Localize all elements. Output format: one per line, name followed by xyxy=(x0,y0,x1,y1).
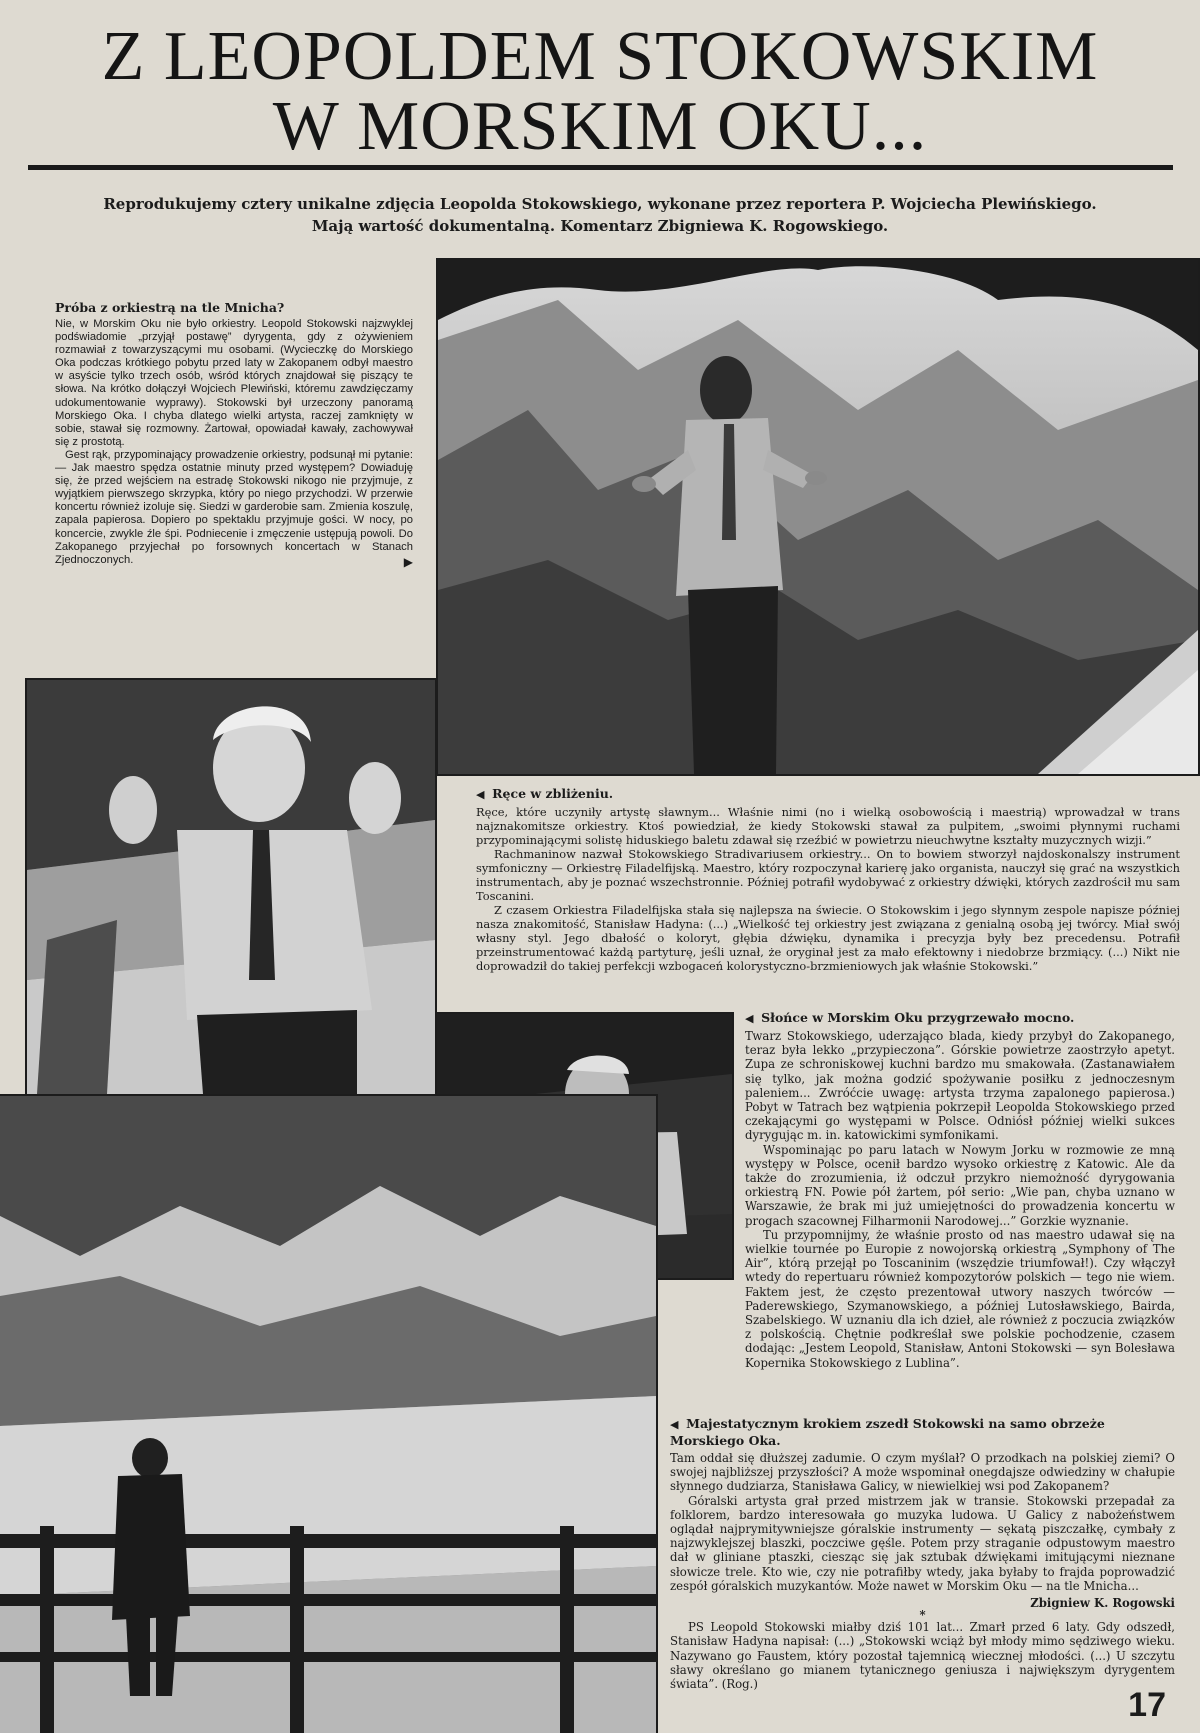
caption-1-text: Nie, w Morskim Oku nie było orkiestry. Leopold Stokowski najzwyklej podświadomie „przyjął postawę” dyrygenta, gdy z ożywieniem rozmawiał z towarzyszącymi mu osobami. (Wycieczkę do Morskiego Oka podczas krótkiego pobytu przed laty w Zakopanem odbył maestro w asyście tylko trzech osób, wśród których znajdował się piszący te słowa. Na krótko dołączył Wojciech Plewiński, któremu zawdzięczamy udokumentowanie wyprawy). Stokowski był urzeczony panoramą Morskiego Oka. I chyba dlatego wielki artysta, raczej zamknięty w sobie, stawał się rozmowny. Żartował, opowiadał kawały, zachowywał się z prostotą. xyxy=(55,318,413,448)
arrow-left-icon: ◀ xyxy=(476,788,493,801)
caption-4 xyxy=(670,1416,1175,1691)
caption-4-paragraph-1: Tam oddał się dłuższej zadumie. O czym myślał? O przodkach na polskiej ziemi? O swojej najbliższej przyszłości? A może wspominał onegdajsze odwiedziny w chałupie słynnego dudziarza, Stanisława Galicy, w niewielkiej wsi pod Zakopanem? xyxy=(670,1451,1175,1494)
page-number: 17 xyxy=(1128,1686,1166,1724)
headline-line-1: Z LEOPOLDEM STOKOWSKIM xyxy=(101,18,1099,95)
postscript-text: PS Leopold Stokowski miałby dziś 101 lat... Zmarł przed 6 laty. Gdy odszedł, Stanisław Hadyna napisał: (...) „Stokowski wciąż był młody mimo sędziwego wieku. Nazywano go Faustem, który pozostał tajemnicą wiecznej młodości. (...) U szczytu sławy określano go mianem tytanicznego geniusza i największym dyrygentem świata”. (Rog.) xyxy=(670,1620,1175,1692)
arrow-right-icon: ▶ xyxy=(403,554,413,569)
photo-lakeshore-fence xyxy=(0,1094,658,1733)
caption-4-paragraph-2: Góralski artysta grał przed mistrzem jak w transie. Stokowski przepadał za folklorem, bardzo interesowała go muzyka ludowa. U Galicy z nabożeństwem oglądał najprymitywniejsze góralskie instrumenty — sękatą piszczałkę, cymbały z najzwyklejszej blaszki, poczciwe gęśle. Potem przy straganie odpustowym maestro dał w gliniane ptaszki, ciesząc się jak sztubak dźwiękami imitującymi nieznane słowicze trele. Kto wie, czy nie potrafiłby wtedy, jaka byłaby to frajda poprowadzić zespół góralskich muzykantów. Może nawet w Morskim Oku — na tle Mnicha... xyxy=(670,1493,1175,1593)
arrow-left-icon: ◀ xyxy=(745,1012,762,1025)
caption-4-signature: Zbigniew K. Rogowski xyxy=(1030,1596,1175,1611)
caption-2-paragraph-1: Ręce, które uczyniły artystę sławnym... Właśnie nimi (no i wielką osobowością i maestrią) wprowadzał w trans najznakomitsze orkiestry. Ktoś powiedział, że kiedy Stokowski stawał za pulpitem, „swoimi płynnymi ruchami przypominającymi solistę hiduskiego baletu zdawał się rzeźbić w powietrzu nieuchwytne kształty muzycznych wizji.” xyxy=(476,805,1180,847)
caption-3 xyxy=(745,1010,1175,1370)
caption-4-title: Majestatycznym krokiem zszedł Stokowski na samo obrzeże Morskiego Oka. xyxy=(670,1416,1105,1448)
headline-line-2: W MORSKIM OKU... xyxy=(272,88,928,165)
postscript-star: * xyxy=(919,1608,926,1623)
photo-conductor-mountains xyxy=(436,258,1200,776)
caption-2 xyxy=(476,786,1180,973)
caption-3-paragraph-1: Twarz Stokowskiego, uderzająco blada, kiedy przybył do Zakopanego, teraz była lekko „przypieczona”. Górskie powietrze zaostrzyło apetyt. Zupa ze schroniskowej kuchni bardzo mu smakowała. (Zastanawiałem się tylko, jak można godzić spożywanie posiłku z jednoczesnym paleniem... Zwróćcie uwagę: artysta trzyma zapalonego papierosa.) Pobyt w Tatrach bez wątpienia pokrzepił Leopolda Stokowskiego przed czekającymi go występami w Polsce. Odniósł później wielki sukces dyrygując m. in. katowickimi symfonikami. xyxy=(745,1029,1175,1143)
arrow-left-icon: ◀ xyxy=(670,1418,687,1431)
intro-line-1: Reprodukujemy cztery unikalne zdjęcia Leopolda Stokowskiego, wykonane przez reportera P. Wojciecha Plewińskiego. xyxy=(103,195,1097,213)
caption-3-paragraph-3: Tu przypomnijmy, że właśnie prosto od nas maestro udawał się na wielkie tournée po Europie z nowojorską orkiestrą „Symphony of The Air”, którą przejął po Toscaninim (wszędzie triumfował!). Czy włączył wtedy do repertuaru również kompozytorów polskich — tego nie wiem. Faktem jest, że często prezentował utwory naszych twórców — Paderewskiego, Szymanowskiego, a później Lutosławskiego, Bairda, Szabelskiego. W uznaniu dla ich dzieł, ale również z poczucia związków z polskością. Chętnie podkreślał swe polskie pochodzenie, czasem dodając: „Jestem Leopold, Stanisław, Antoni Stokowski — syn Bolesława Kopernika Stokowskiego z Lublina”. xyxy=(745,1227,1175,1370)
caption-2-paragraph-2: Rachmaninow nazwał Stokowskiego Stradivariusem orkiestry... On to bowiem stworzył najdoskonalszy instrument symfoniczny — Orkiestrę Filadelfijską. Maestro, który rozpoczynał karierę jako organista, nauczył się grać na wszystkich instrumentach, aby je poznać wszechstronnie. Później potrafił wydobywać z orkiestry dźwięki, których zazdrościł mu sam Toscanini. xyxy=(476,847,1180,903)
intro-line-2: Mają wartość dokumentalną. Komentarz Zbigniewa K. Rogowskiego. xyxy=(311,217,889,235)
headline-rule xyxy=(28,165,1173,170)
caption-1-text-2: Gest rąk, przypominający prowadzenie orkiestry, podsunął mi pytanie: — Jak maestro spędza ostatnie minuty przed występem? Dowiaduję się, że przed wejściem na estradę Stokowski nikogo nie przyjmuje, z wyjątkiem pierwszego skrzypka, który po niego przychodzi. W przerwie koncertu również izoluje się. Siedzi w garderobie sam. Zmienia koszulę, zapala papierosa. Dopiero po spektaklu przyjmuje gości. W nocy, po koncercie, zwykle źle śpi. Podniecenie i zmęczenie ustępują powoli. Do Zakopanego przyjechał po forsownych koncertach w Stanach Zjednoczonych. xyxy=(55,448,413,566)
caption-1-title: Próba z orkiestrą na tle Mnicha? xyxy=(55,300,285,315)
caption-2-paragraph-3: Z czasem Orkiestra Filadelfijska stała się najlepsza na świecie. O Stokowskim i jego słynnym zespole napisze później nasza znakomitość, Stanisław Hadyna: (...) „Wielkość tej orkiestry jest związana z genialną osobą jej twórcy. Miał swój własny styl. Jego dbałość o koloryt, głębia dźwięku, dynamika i precyzja były bez precedensu. Potrafił przeinstrumentować każdą partyturę, jeśli uznał, że oryginał jest za mało efektowny i niedobrze brzmiący. (...) Nikt nie doprowadził do takiej perfekcji wzbogaceń kolorystyczno-brzmieniowych jak właśnie Stokowski.” xyxy=(476,903,1180,973)
caption-3-title: Słońce w Morskim Oku przygrzewało mocno. xyxy=(761,1010,1075,1025)
caption-3-paragraph-2: Wspominając po paru latach w Nowym Jorku w rozmowie ze mną występy w Polsce, ocenił bardzo wysoko orkiestrę z Katowic. Ale da także do zrozumienia, iż odczuł przykro niemożność dyrygowania orkiestrą FN. Powie pół żartem, pół serio: „Wie pan, chyba uznano w Warszawie, że brak mi już umiejętności do prowadzenia koncertu w progach szacownej Filharmonii Narodowej...” Gorzkie wyznanie. xyxy=(745,1142,1175,1228)
photo-hands-closeup xyxy=(25,678,437,1096)
caption-2-title: Ręce w zbliżeniu. xyxy=(492,786,614,801)
caption-1 xyxy=(55,300,413,570)
